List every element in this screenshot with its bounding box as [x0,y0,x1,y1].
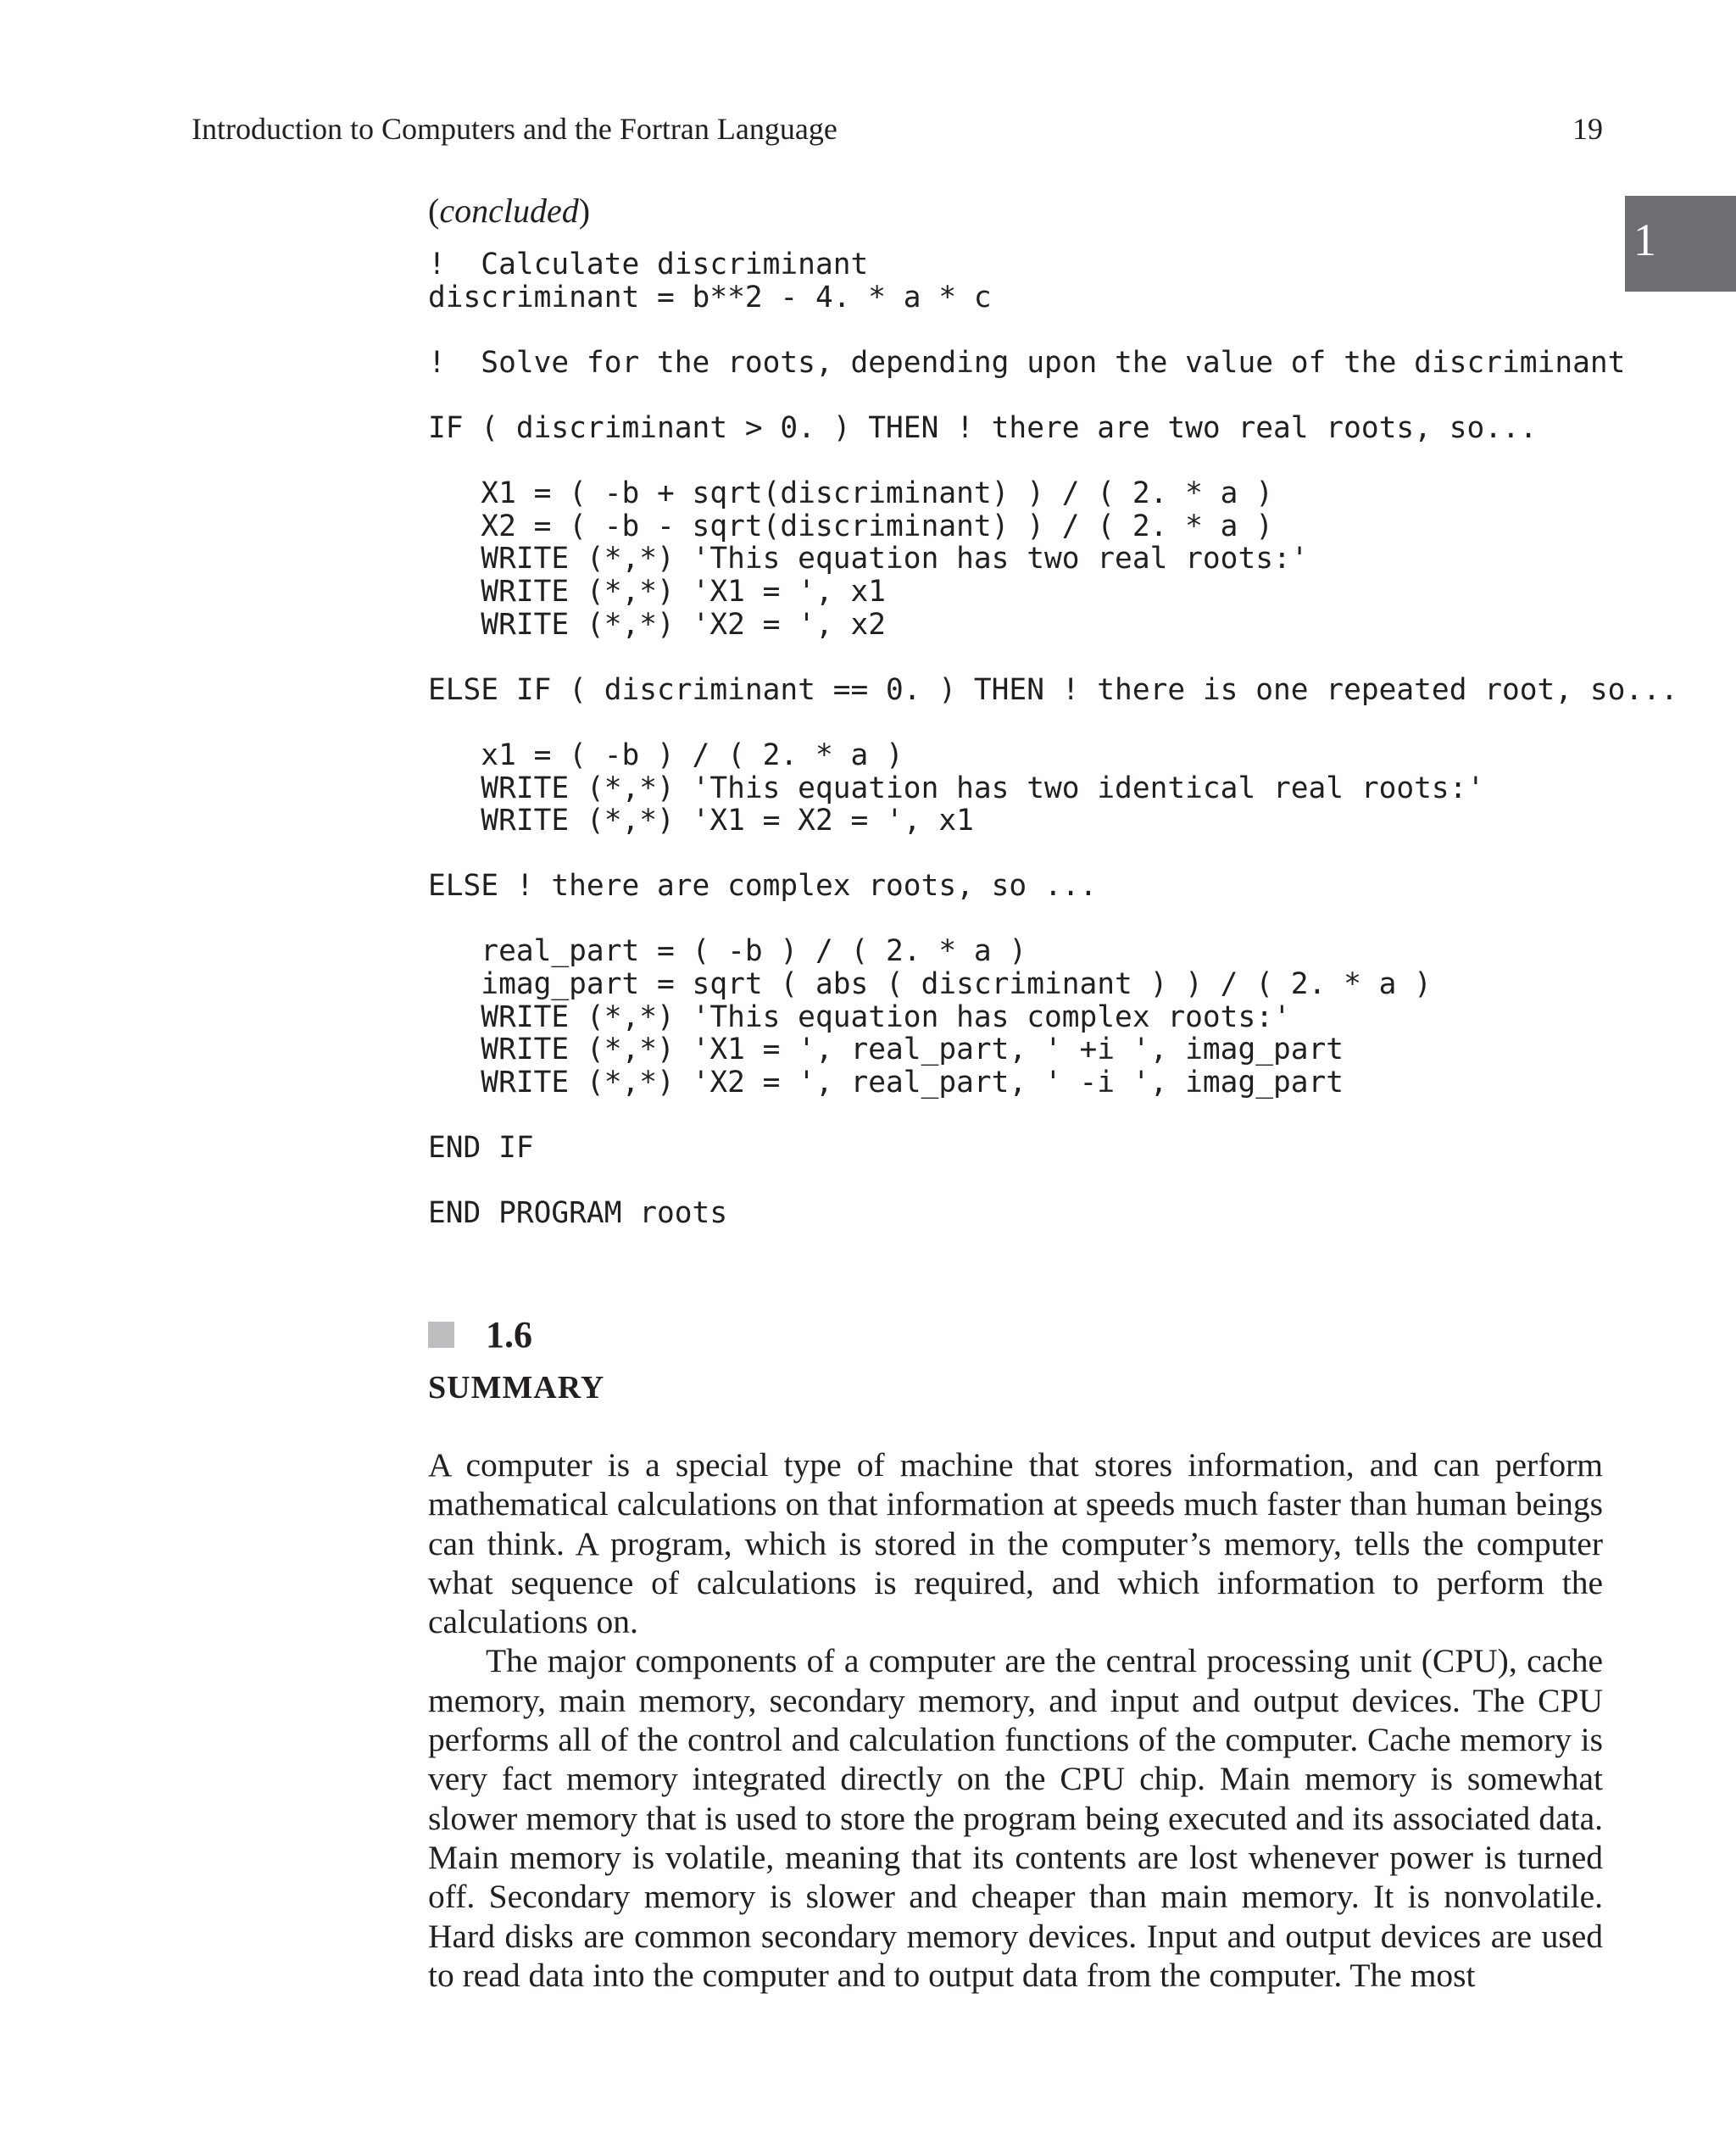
code-line: IF ( discriminant > 0. ) THEN ! there are two real roots, so... [428,410,1538,445]
code-line: WRITE (*,*) 'X1 = X2 = ', x1 [428,804,974,838]
code-line: ! Calculate discriminant [428,248,869,281]
code-line [428,641,1678,674]
code-line [428,445,1678,478]
continuation-label-text: concluded [439,192,579,230]
section-number: 1.6 [486,1314,532,1356]
code-line: X1 = ( -b + sqrt(discriminant) ) / ( 2. * a ) [428,476,1273,511]
section-title: SUMMARY [428,1370,605,1406]
summary-paragraph: The major components of a computer are the central processing unit (CPU), cache memory, main memory, secondary memory, and input and output devices. The CPU performs all of the control and calculation functions of the computer. Cache memory is very fact memory integrated directly on the CPU chip. Main memory is somewhat slower memory that is used to store the program being executed and its associated data. Main memory is volatile, meaning that its contents are lost whenever power is turned off. Secondary memory is slower and cheaper than main memory. It is nonvolatile. Hard disks are common secondary memory devices. Input and output devices are used to read data into the computer and to output data from the computer. The most [428,1642,1603,1994]
chapter-tab-number: 1 [1633,214,1656,265]
code-line: END IF [428,1131,534,1166]
code-line [428,838,1678,871]
code-line: WRITE (*,*) 'X2 = ', x2 [428,607,887,642]
code-line [428,314,1678,347]
code-line: WRITE (*,*) 'This equation has complex roots:' [428,999,1291,1034]
code-line: ! Solve for the roots, depending upon the value of the discriminant [428,345,1626,380]
code-line [428,903,1678,936]
code-line [428,1165,1678,1198]
code-line [428,706,1678,739]
section-marker [428,1322,454,1348]
code-line: X2 = ( -b - sqrt(discriminant) ) / ( 2. * a ) [428,509,1273,543]
continuation-label: (concluded) [428,192,591,230]
code-line: ELSE ! there are complex roots, so ... [428,869,1098,904]
code-line: WRITE (*,*) 'This equation has two real roots:' [428,542,1309,576]
code-line: x1 = ( -b ) / ( 2. * a ) [428,738,904,772]
summary-paragraph: A computer is a special type of machine that stores information, and can perform mathematical calculations on that information at speeds much faster than human beings can think. A program, which is stored in the computer’s memory, tells the computer what sequence of calculations is required, and which information to perform the calculations on. [428,1446,1603,1641]
code-line: real_part = ( -b ) / ( 2. * a ) [428,934,1027,969]
running-head: Introduction to Computers and the Fortran Language [192,112,837,146]
code-line: WRITE (*,*) 'X1 = ', real_part, ' +i ', imag_part [428,1033,1344,1067]
code-line: WRITE (*,*) 'This equation has two identical real roots:' [428,771,1485,805]
code-line: END PROGRAM roots [428,1196,728,1231]
code-line [428,379,1678,412]
code-line: ELSE IF ( discriminant == 0. ) THEN ! there is one repeated root, so... [428,672,1678,707]
code-line: discriminant = b**2 - 4. * a * c [428,280,992,315]
code-line: WRITE (*,*) 'X1 = ', x1 [428,574,887,609]
code-listing [428,248,1678,1230]
code-line: imag_part = sqrt ( abs ( discriminant ) ) / ( 2. * a ) [428,967,1432,1002]
code-line [428,1099,1678,1132]
page-number: 19 [1572,112,1603,146]
code-line: WRITE (*,*) 'X2 = ', real_part, ' -i ', imag_part [428,1065,1344,1100]
summary-body [428,1445,1603,1995]
